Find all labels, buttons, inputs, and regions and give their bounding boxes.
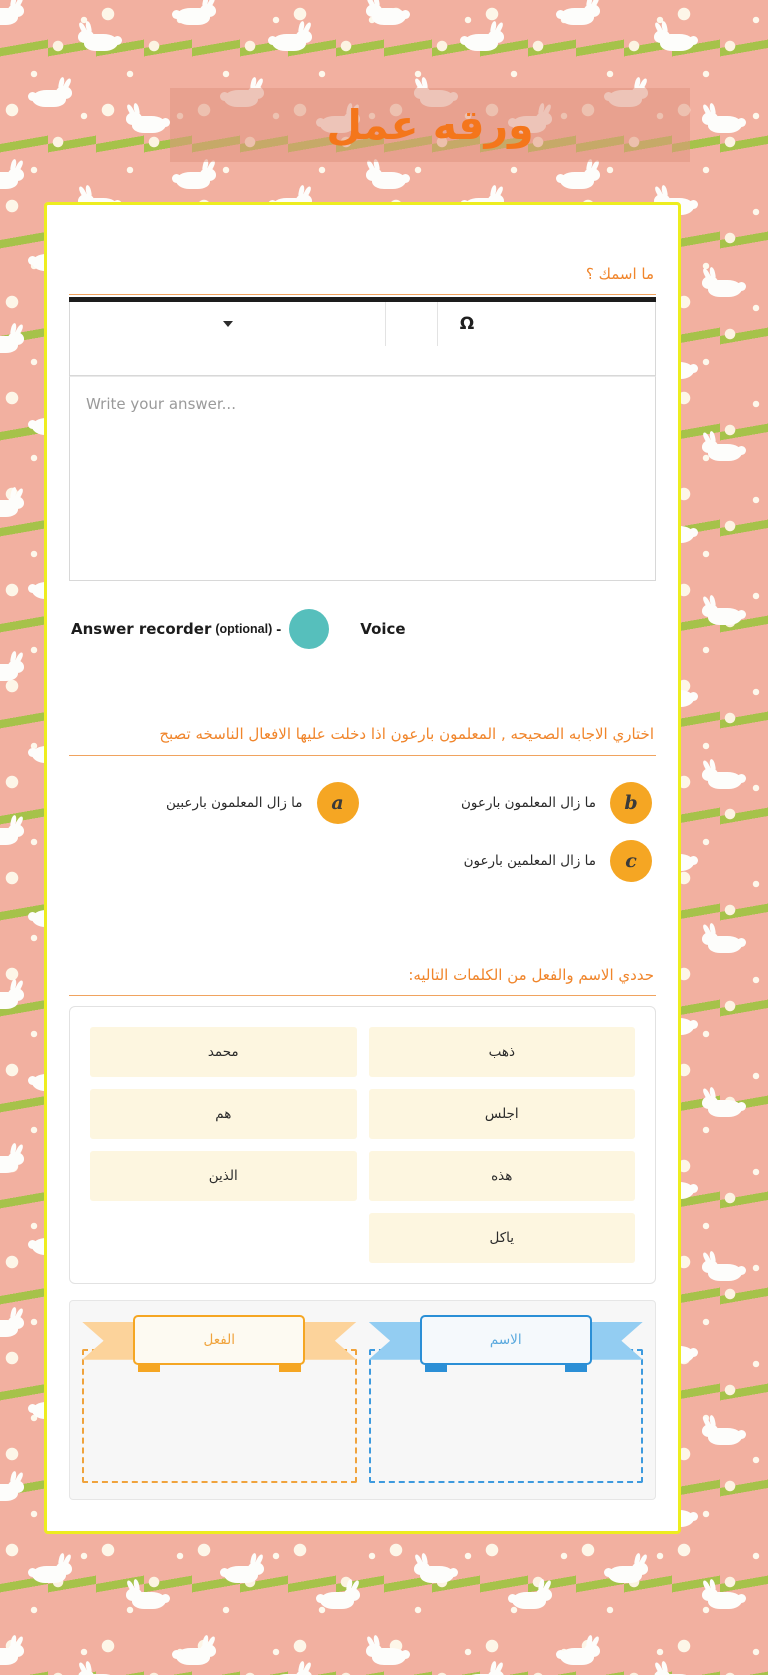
bunny-icon [556, 1640, 602, 1666]
bunny-icon [0, 0, 26, 26]
choice-option-b[interactable] [363, 774, 657, 832]
bunny-icon [700, 108, 746, 134]
bunny-icon [28, 1558, 74, 1584]
bunny-icon [172, 164, 218, 190]
dropzone-verb-ribbon [82, 1315, 357, 1373]
word-cell [363, 1083, 642, 1145]
word-card[interactable]: ياكل [369, 1213, 636, 1263]
word-card[interactable]: الذين [90, 1151, 357, 1201]
choice-option-a[interactable] [69, 774, 363, 832]
bunny-icon [700, 600, 746, 626]
bunny-icon [364, 0, 410, 26]
section-spacer [69, 649, 656, 723]
dropzone-panel [69, 1300, 656, 1500]
word-cell [363, 1021, 642, 1083]
bunny-icon [28, 82, 74, 108]
chevron-down-icon [223, 321, 233, 327]
bunny-icon [0, 984, 26, 1010]
dropzone-verb[interactable] [82, 1315, 357, 1483]
word-cell [363, 1207, 642, 1269]
editor-toolbar [69, 302, 656, 376]
bunny-icon [700, 1420, 746, 1446]
word-cell [84, 1083, 363, 1145]
font-select-dropdown[interactable] [70, 302, 386, 346]
bunny-icon [0, 1148, 26, 1174]
choice-list [69, 756, 656, 890]
dropzone-verb-label: الفعل [133, 1315, 305, 1365]
section-spacer-2 [69, 890, 656, 964]
bunny-icon [76, 1666, 122, 1675]
bunny-icon [700, 272, 746, 298]
bunny-icon [700, 1256, 746, 1282]
page-title: ورقه عمل [326, 101, 534, 149]
bunny-icon [0, 1312, 26, 1338]
bunny-icon [316, 1584, 362, 1610]
answer-recorder-optional-label: (optional) [215, 622, 273, 637]
voice-label: Voice [360, 620, 406, 639]
question-3-prompt: حددي الاسم والفعل من الكلمات التاليه: [408, 965, 654, 984]
bunny-icon [268, 1666, 314, 1675]
question-3 [69, 964, 656, 1500]
choice-badge-a: a [317, 782, 359, 824]
worksheet-title-band [170, 88, 690, 162]
bunny-icon [124, 1584, 170, 1610]
toolbar-separator-cell [386, 302, 438, 346]
bunny-icon [76, 26, 122, 52]
rich-text-editor [69, 297, 656, 581]
bunny-icon [268, 26, 314, 52]
bunny-icon [652, 1666, 698, 1675]
word-card[interactable]: محمد [90, 1027, 357, 1077]
bunny-icon [460, 26, 506, 52]
bunny-icon [0, 820, 26, 846]
bunny-icon [0, 1476, 26, 1502]
choice-option-c[interactable] [363, 832, 657, 890]
bunny-icon [172, 0, 218, 26]
bunny-icon [508, 1584, 554, 1610]
choice-badge-b: b [610, 782, 652, 824]
choice-badge-c: c [610, 840, 652, 882]
word-card[interactable]: ذهب [369, 1027, 636, 1077]
question-1-divider [69, 294, 656, 295]
bunny-icon [700, 764, 746, 790]
choice-text-b: ما زال المعلمون بارعون [461, 794, 596, 811]
bunny-icon [364, 164, 410, 190]
choice-text-c: ما زال المعلمين بارعون [463, 852, 596, 869]
record-voice-button[interactable] [289, 609, 329, 649]
answer-textarea[interactable] [69, 376, 656, 581]
word-card-grid [84, 1021, 641, 1269]
bunny-icon [172, 1640, 218, 1666]
bunny-icon [0, 1640, 26, 1666]
question-2 [69, 723, 656, 889]
bunny-icon [700, 1584, 746, 1610]
bunny-icon [0, 328, 26, 354]
word-cell [363, 1145, 642, 1207]
bunny-icon [124, 108, 170, 134]
word-card[interactable]: اجلس [369, 1089, 636, 1139]
bunny-icon [0, 492, 26, 518]
bunny-icon [700, 436, 746, 462]
answer-recorder-row [69, 609, 656, 649]
dropzone-noun[interactable] [369, 1315, 644, 1483]
question-3-divider [69, 995, 656, 996]
worksheet-card [44, 202, 681, 1534]
answer-recorder-dash: - [276, 620, 282, 638]
bunny-icon [700, 928, 746, 954]
bunny-icon [556, 0, 602, 26]
word-card-panel [69, 1006, 656, 1284]
bunny-icon [460, 1666, 506, 1675]
word-card[interactable]: هم [90, 1089, 357, 1139]
bunny-icon [220, 1558, 266, 1584]
word-cell [84, 1145, 363, 1207]
bunny-icon [412, 1558, 458, 1584]
choice-text-a: ما زال المعلمون بارعبين [165, 794, 303, 811]
bunny-icon [604, 1558, 650, 1584]
question-1-prompt: ما اسمك ؟ [585, 265, 654, 283]
bunny-icon [700, 1092, 746, 1118]
bunny-icon [556, 164, 602, 190]
bunny-icon [0, 164, 26, 190]
word-cell [84, 1021, 363, 1083]
dropzone-noun-ribbon [369, 1315, 644, 1373]
dropzone-noun-label: الاسم [420, 1315, 592, 1365]
answer-recorder-label: Answer recorder [71, 620, 212, 639]
word-card[interactable]: هذه [369, 1151, 636, 1201]
question-2-prompt: اختاري الاجابه الصحيحه , المعلمون بارعون اذا دخلت عليها الافعال الناسخه تصبح [159, 725, 654, 744]
special-character-button[interactable]: Ω [459, 314, 475, 335]
answer-placeholder: Write your answer... [86, 395, 236, 414]
bunny-icon [0, 656, 26, 682]
bunny-icon [364, 1640, 410, 1666]
question-1 [69, 263, 656, 649]
bunny-icon [652, 26, 698, 52]
